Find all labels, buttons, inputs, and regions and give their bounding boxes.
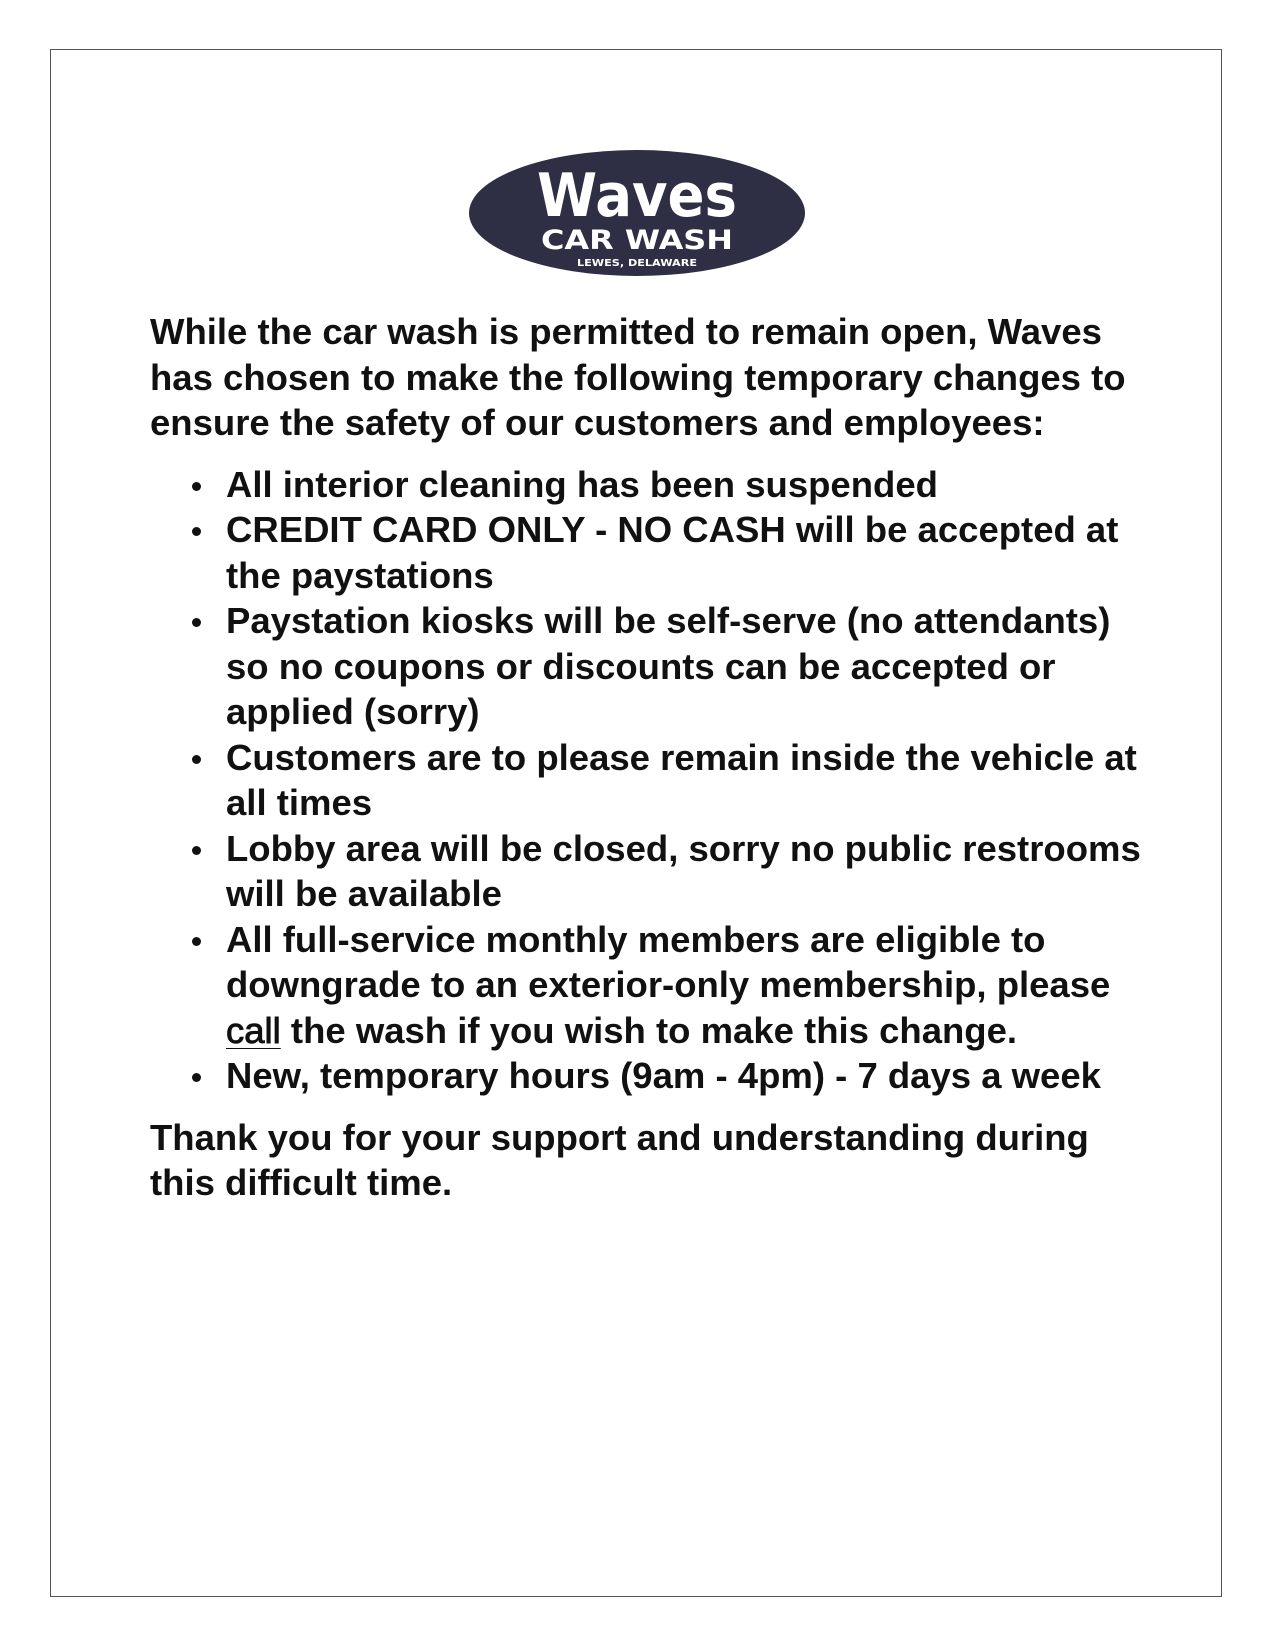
notice-intro: While the car wash is permitted to remain open, Waves has chosen to make the following temporary changes to ensure the safety of our customers and employees: [150, 311, 1126, 443]
list-item-text: Customers are to please remain inside the vehicle at all times [226, 736, 1137, 823]
list-item-text: CREDIT CARD ONLY - NO CASH will be accepted at the paystations [226, 509, 1119, 596]
list-item-text: Paystation kiosks will be self-serve (no attendants) so no coupons or discounts can be accepted or applied (sorry) [226, 600, 1111, 732]
logo-location: LEWES, DELAWARE [577, 258, 698, 269]
logo-subtitle: CAR WASH [541, 225, 733, 256]
waves-car-wash-logo [467, 148, 807, 278]
bullet-icon [192, 1073, 201, 1082]
logo-graphic [467, 148, 807, 278]
bullet-icon [192, 755, 201, 764]
list-item [150, 462, 1150, 508]
logo-title: Waves [537, 161, 737, 231]
bullet-icon [192, 846, 201, 855]
list-item-text: New, temporary hours (9am - 4pm) - 7 days a week [226, 1055, 1101, 1096]
list-item [150, 598, 1150, 735]
list-item-text: All interior cleaning has been suspended [226, 463, 938, 505]
list-item [150, 917, 1150, 1054]
list-item-text-start: All full-service monthly members are eligible to downgrade to an exterior-only membership, please [226, 918, 1111, 1005]
list-item [150, 507, 1150, 598]
notice-outro: Thank you for your support and understanding during this difficult time. [150, 1116, 1089, 1203]
bullet-icon [192, 527, 201, 536]
list-item-text: Lobby area will be closed, sorry no public restrooms will be available [226, 827, 1141, 914]
list-item [150, 826, 1150, 917]
list-item-text-end: the wash if you wish to make this change. [280, 1009, 1018, 1051]
changes-list [150, 462, 1150, 1099]
bullet-icon [192, 937, 201, 946]
list-item [150, 1053, 1150, 1099]
list-item [150, 735, 1150, 826]
bullet-icon [192, 482, 201, 491]
call-link[interactable]: call [226, 1009, 281, 1051]
notice-body [150, 309, 1150, 1206]
bullet-icon [192, 618, 201, 627]
